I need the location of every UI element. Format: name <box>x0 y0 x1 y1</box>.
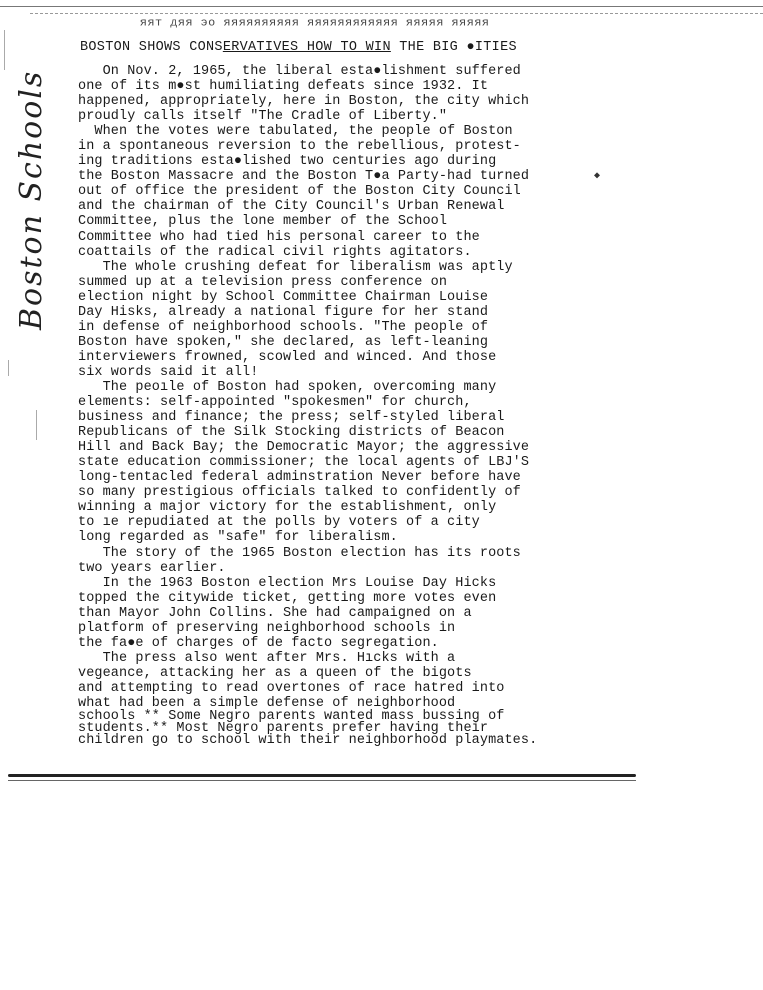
text-line: Committee, plus the lone member of the School <box>78 214 448 230</box>
document-title <box>80 40 517 55</box>
text-line: state education commissioner; the local agents of LBJ'S <box>78 455 530 471</box>
bottom-thin-rule <box>8 780 636 781</box>
text-line: On Nov. 2, 1965, the liberal esta●lishment suffered <box>78 64 521 79</box>
margin-mark <box>36 410 37 440</box>
text-line: election night by School Committee Chairman Louise <box>78 289 489 305</box>
text-line: The whole crushing defeat for liberalism was aptly <box>78 259 513 275</box>
text-line: The press also went after Mrs. Hıcks with a <box>78 650 456 666</box>
text-line: schools ** Some Negro parents wanted mass bussing of <box>78 709 505 725</box>
text-line: winning a major victory for the establishment, only <box>78 500 497 516</box>
text-line: Day Hisks, already a national figure for her stand <box>78 304 489 320</box>
text-line: long-tentacled federal adminstration Never before have <box>78 470 521 486</box>
bottom-thick-rule <box>8 774 636 777</box>
text-line: than Mayor John Collins. She had campaigned on a <box>78 605 472 621</box>
text-line: happened, appropriately, here in Boston, the city which <box>78 94 530 110</box>
text-line: six words said it all! <box>78 364 259 380</box>
text-line: so many prestigious officials talked to confidently of <box>78 485 521 501</box>
text-line: ing traditions esta●lished two centuries ago during <box>78 154 497 170</box>
text-line: topped the citywide ticket, getting more votes even <box>78 590 497 606</box>
text-line: coattails of the radical civil rights agitators. <box>78 244 472 260</box>
text-line: proudly calls itself "The Cradle of Liberty." <box>78 109 448 125</box>
text-line: and attempting to read overtones of race hatred into <box>78 680 505 696</box>
text-line: The peoıle of Boston had spoken, overcoming many <box>78 379 497 395</box>
margin-mark <box>4 30 5 70</box>
text-line: children go to school with their neighborhood playmates. <box>78 733 538 749</box>
title-part-3: THE BIG ●ITIES <box>390 40 517 55</box>
text-line: the fa●e of charges of de facto segregation. <box>78 635 439 651</box>
text-line: in defense of neighborhood schools. "The people of <box>78 319 489 335</box>
text-line: business and finance; the press; self-styled liberal <box>78 410 505 426</box>
text-line: one of its m●st humiliating defeats since 1932. It <box>78 79 489 95</box>
handwritten-margin-annotation: Boston Schools <box>14 69 49 330</box>
text-line: Republicans of the Silk Stocking districts of Beacon <box>78 425 505 441</box>
title-part-2-underlined: ERVATIVES HOW TO WIN <box>222 40 391 55</box>
text-line: vegeance, attacking her as a queen of the bigots <box>78 665 472 681</box>
header-scrawl: ЯЯТ ДЯЯ ЭО ЯЯЯЯЯЯЯЯЯЯ ЯЯЯЯЯЯЯЯЯЯЯЯ ЯЯЯЯЯ ЯЯЯЯЯ <box>140 19 490 29</box>
text-line: summed up at a television press conference on <box>78 274 448 290</box>
text-line: to ıe repudiated at the polls by voters of a city <box>78 515 480 531</box>
text-line: Hill and Back Bay; the Democratic Mayor; the aggressive <box>78 440 530 456</box>
top-dashed-line <box>30 13 763 15</box>
text-line: and the chairman of the City Council's Urban Renewal <box>78 199 505 215</box>
text-line: what had been a simple defense of neighborhood <box>78 695 456 711</box>
text-line: long regarded as "safe" for liberalism. <box>78 530 398 546</box>
text-line: two years earlier. <box>78 560 226 576</box>
stray-mark: ◆ <box>594 171 601 182</box>
text-line: In the 1963 Boston election Mrs Louise Day Hicks <box>78 575 497 591</box>
text-line: elements: self-appointed "spokesmen" for church, <box>78 395 472 411</box>
title-part-1: BOSTON SHOWS CONS <box>80 40 223 55</box>
article-body <box>78 64 601 749</box>
margin-mark <box>8 360 9 376</box>
text-line: in a spontaneous reversion to the rebellious, protest- <box>78 139 521 155</box>
text-line: Committee who had tied his personal career to the <box>78 229 480 245</box>
text-line: students.** Most Negro parents prefer having their <box>78 721 489 737</box>
text-line: out of office the president of the Boston City Council <box>78 184 521 200</box>
text-line: the Boston Massacre and the Boston T●a Party-had turned <box>78 169 530 185</box>
text-line: Boston have spoken," she declared, as left-leaning <box>78 334 489 350</box>
text-line: interviewers frowned, scowled and winced. And those <box>78 349 497 365</box>
top-border-line <box>0 6 763 7</box>
text-line: When the votes were tabulated, the people of Boston <box>78 124 513 140</box>
text-line: platform of preserving neighborhood schools in <box>78 620 456 636</box>
text-line: The story of the 1965 Boston election has its roots <box>78 545 521 561</box>
